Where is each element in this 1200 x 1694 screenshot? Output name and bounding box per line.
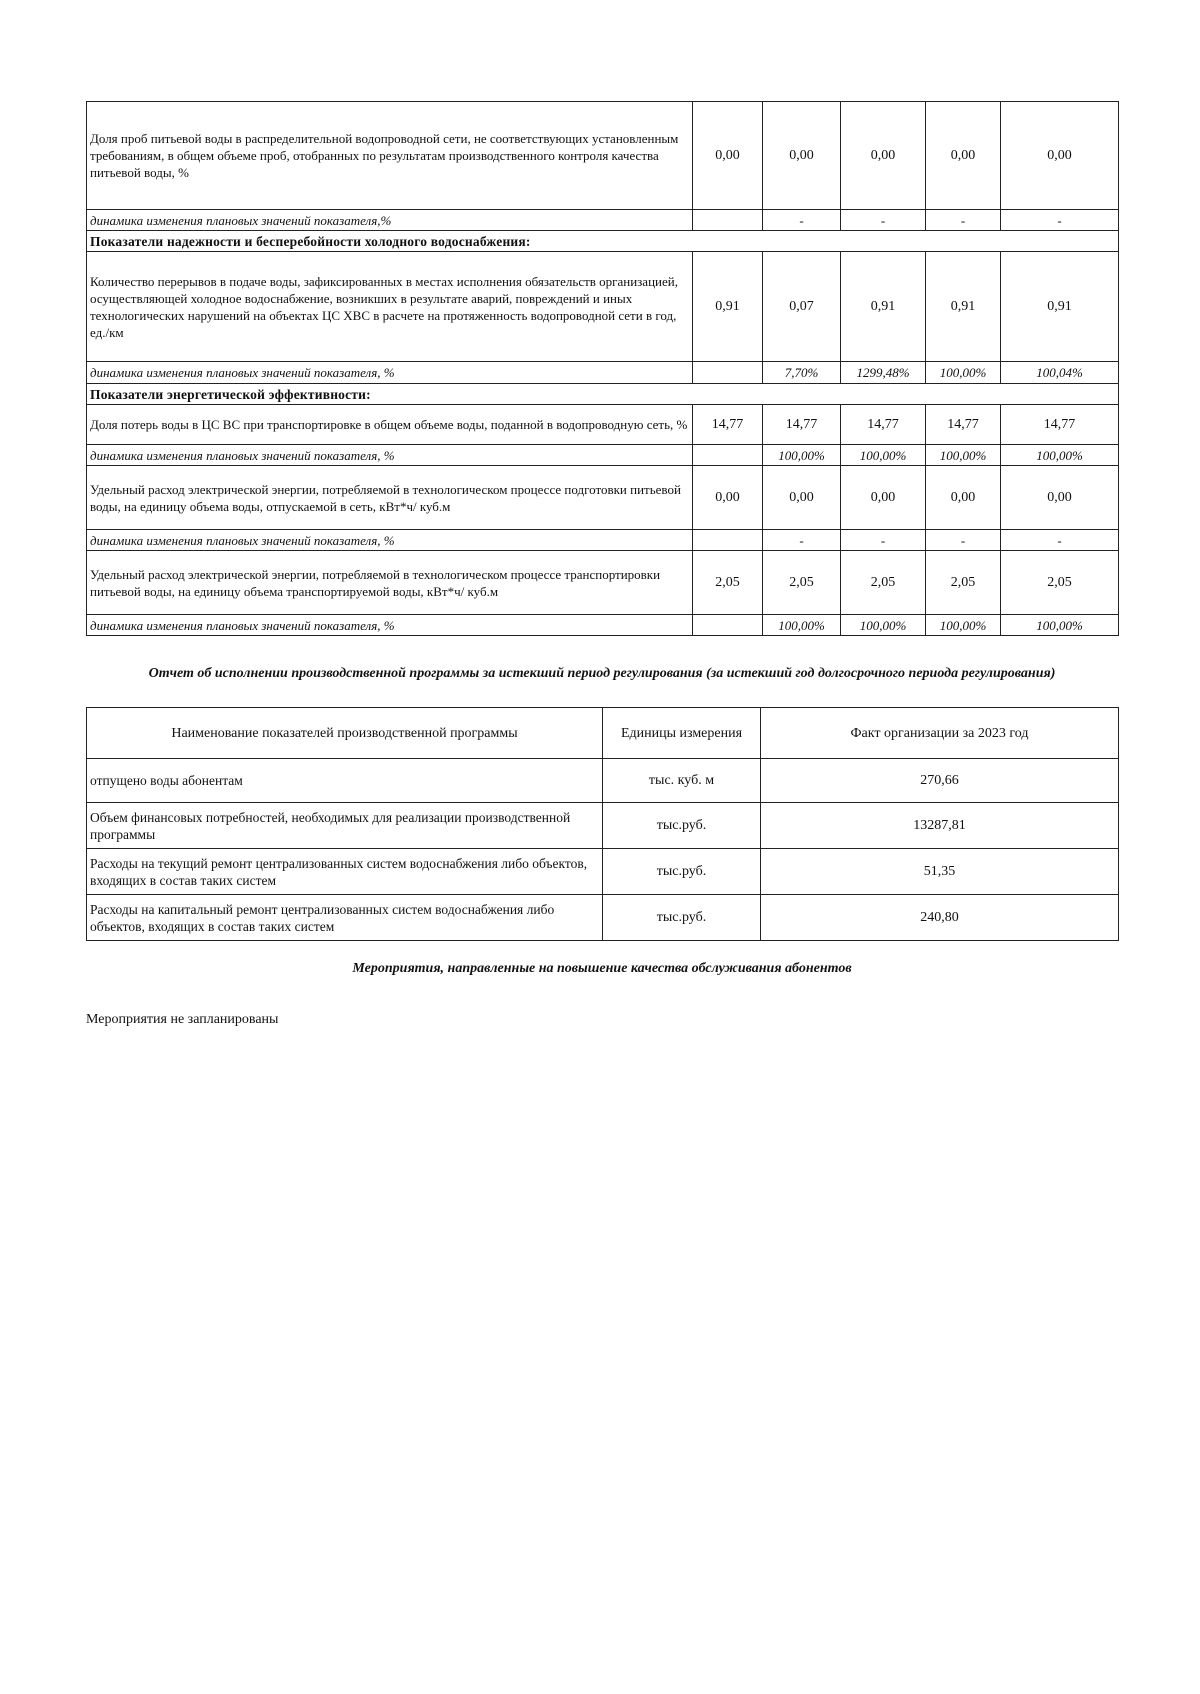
dynamics-value: 100,00% <box>763 445 841 466</box>
report-name: отпущено воды абонентам <box>87 759 603 803</box>
indicator-value: 14,77 <box>763 405 841 445</box>
indicator-value: 14,77 <box>841 405 926 445</box>
dynamics-value <box>693 445 763 466</box>
dynamics-label: динамика изменения плановых значений показателя, % <box>87 530 693 551</box>
indicator-value: 0,07 <box>763 252 841 362</box>
section-row <box>87 231 1119 252</box>
indicator-row <box>87 466 1119 530</box>
report-name: Объем финансовых потребностей, необходимых для реализации производственной программы <box>87 803 603 849</box>
dynamics-row <box>87 445 1119 466</box>
indicator-value: 0,00 <box>763 102 841 210</box>
report-unit: тыс.руб. <box>603 895 761 941</box>
section-heading: Показатели надежности и бесперебойности холодного водоснабжения: <box>87 231 1119 252</box>
indicator-row <box>87 102 1119 210</box>
dynamics-value: 100,00% <box>763 615 841 636</box>
dynamics-row <box>87 615 1119 636</box>
report-name: Расходы на текущий ремонт централизованных систем водоснабжения либо объектов, входящих в состав таких систем <box>87 849 603 895</box>
column-header: Единицы измерения <box>603 708 761 759</box>
dynamics-value: 1299,48% <box>841 362 926 384</box>
indicator-label: Удельный расход электрической энергии, потребляемой в технологическом процессе транспортировки питьевой воды, на единицу объема транспортируемой воды, кВт*ч/ куб.м <box>87 551 693 615</box>
indicators-table <box>86 101 1119 636</box>
dynamics-row <box>87 210 1119 231</box>
indicator-value: 0,00 <box>926 102 1001 210</box>
report-table <box>86 707 1119 941</box>
indicator-value: 2,05 <box>1001 551 1119 615</box>
dynamics-value: - <box>841 210 926 231</box>
indicator-value: 2,05 <box>693 551 763 615</box>
report-row <box>87 759 1119 803</box>
indicator-value: 0,00 <box>1001 102 1119 210</box>
indicator-value: 14,77 <box>693 405 763 445</box>
indicator-label: Доля проб питьевой воды в распределительной водопроводной сети, не соответствующих установленным требованиям, в общем объеме проб, отобранных по результатам производственного контроля качества питьевой воды, % <box>87 102 693 210</box>
dynamics-value: - <box>763 210 841 231</box>
report-name: Расходы на капитальный ремонт централизованных систем водоснабжения либо объектов, входящих в состав таких систем <box>87 895 603 941</box>
indicator-label: Доля потерь воды в ЦС ВС при транспортировке в общем объеме воды, поданной в водопроводную сеть, % <box>87 405 693 445</box>
dynamics-value: 100,00% <box>926 445 1001 466</box>
column-header: Факт организации за 2023 год <box>761 708 1119 759</box>
dynamics-value <box>693 615 763 636</box>
report-unit: тыс. куб. м <box>603 759 761 803</box>
indicator-value: 0,91 <box>926 252 1001 362</box>
dynamics-value: 100,00% <box>926 615 1001 636</box>
dynamics-value <box>693 210 763 231</box>
dynamics-value: 100,00% <box>841 445 926 466</box>
dynamics-value: 7,70% <box>763 362 841 384</box>
indicator-value: 14,77 <box>926 405 1001 445</box>
report-caption: Отчет об исполнении производственной программы за истекший период регулирования (за истекший год долгосрочного периода регулирования) <box>148 666 1056 681</box>
measures-note: Мероприятия не запланированы <box>86 1012 279 1027</box>
column-header: Наименование показателей производственной программы <box>87 708 603 759</box>
indicator-value: 0,91 <box>841 252 926 362</box>
indicator-value: 14,77 <box>1001 405 1119 445</box>
dynamics-row <box>87 530 1119 551</box>
report-row <box>87 895 1119 941</box>
report-row <box>87 803 1119 849</box>
dynamics-value: 100,04% <box>1001 362 1119 384</box>
indicator-value: 0,00 <box>841 466 926 530</box>
dynamics-label: динамика изменения плановых значений показателя, % <box>87 445 693 466</box>
dynamics-value: - <box>926 530 1001 551</box>
dynamics-value: 100,00% <box>926 362 1001 384</box>
dynamics-label: динамика изменения плановых значений показателя, % <box>87 615 693 636</box>
indicator-row <box>87 405 1119 445</box>
indicator-value: 0,00 <box>693 102 763 210</box>
report-header-row <box>87 708 1119 759</box>
dynamics-value: 100,00% <box>1001 445 1119 466</box>
indicator-label: Удельный расход электрической энергии, потребляемой в технологическом процессе подготовки питьевой воды, на единицу объема воды, отпускаемой в сеть, кВт*ч/ куб.м <box>87 466 693 530</box>
indicator-row <box>87 252 1119 362</box>
section-heading: Показатели энергетической эффективности: <box>87 384 1119 405</box>
dynamics-value: 100,00% <box>841 615 926 636</box>
dynamics-label: динамика изменения плановых значений показателя, % <box>87 362 693 384</box>
report-value: 240,80 <box>761 895 1119 941</box>
dynamics-value <box>693 362 763 384</box>
indicator-label: Количество перерывов в подаче воды, зафиксированных в местах исполнения обязательств организацией, осуществляющей холодное водоснабжение, возникших в результате аварий, повреждений и иных технологических нарушений на объектах ЦС ХВС в расчете на протяженность водопроводной сети в год, ед./км <box>87 252 693 362</box>
indicator-value: 2,05 <box>926 551 1001 615</box>
dynamics-row <box>87 362 1119 384</box>
indicator-value: 0,00 <box>1001 466 1119 530</box>
dynamics-label: динамика изменения плановых значений показателя,% <box>87 210 693 231</box>
report-unit: тыс.руб. <box>603 849 761 895</box>
dynamics-value: 100,00% <box>1001 615 1119 636</box>
indicator-value: 2,05 <box>841 551 926 615</box>
indicator-value: 0,91 <box>1001 252 1119 362</box>
indicator-value: 0,91 <box>693 252 763 362</box>
indicator-value: 0,00 <box>841 102 926 210</box>
indicator-row <box>87 551 1119 615</box>
dynamics-value: - <box>926 210 1001 231</box>
report-unit: тыс.руб. <box>603 803 761 849</box>
dynamics-value: - <box>1001 530 1119 551</box>
dynamics-value: - <box>763 530 841 551</box>
indicator-value: 0,00 <box>693 466 763 530</box>
report-value: 270,66 <box>761 759 1119 803</box>
indicator-value: 2,05 <box>763 551 841 615</box>
dynamics-value <box>693 530 763 551</box>
report-row <box>87 849 1119 895</box>
report-value: 51,35 <box>761 849 1119 895</box>
section-row <box>87 384 1119 405</box>
dynamics-value: - <box>1001 210 1119 231</box>
dynamics-value: - <box>841 530 926 551</box>
indicator-value: 0,00 <box>926 466 1001 530</box>
report-value: 13287,81 <box>761 803 1119 849</box>
indicator-value: 0,00 <box>763 466 841 530</box>
measures-caption: Мероприятия, направленные на повышение качества обслуживания абонентов <box>352 961 852 976</box>
